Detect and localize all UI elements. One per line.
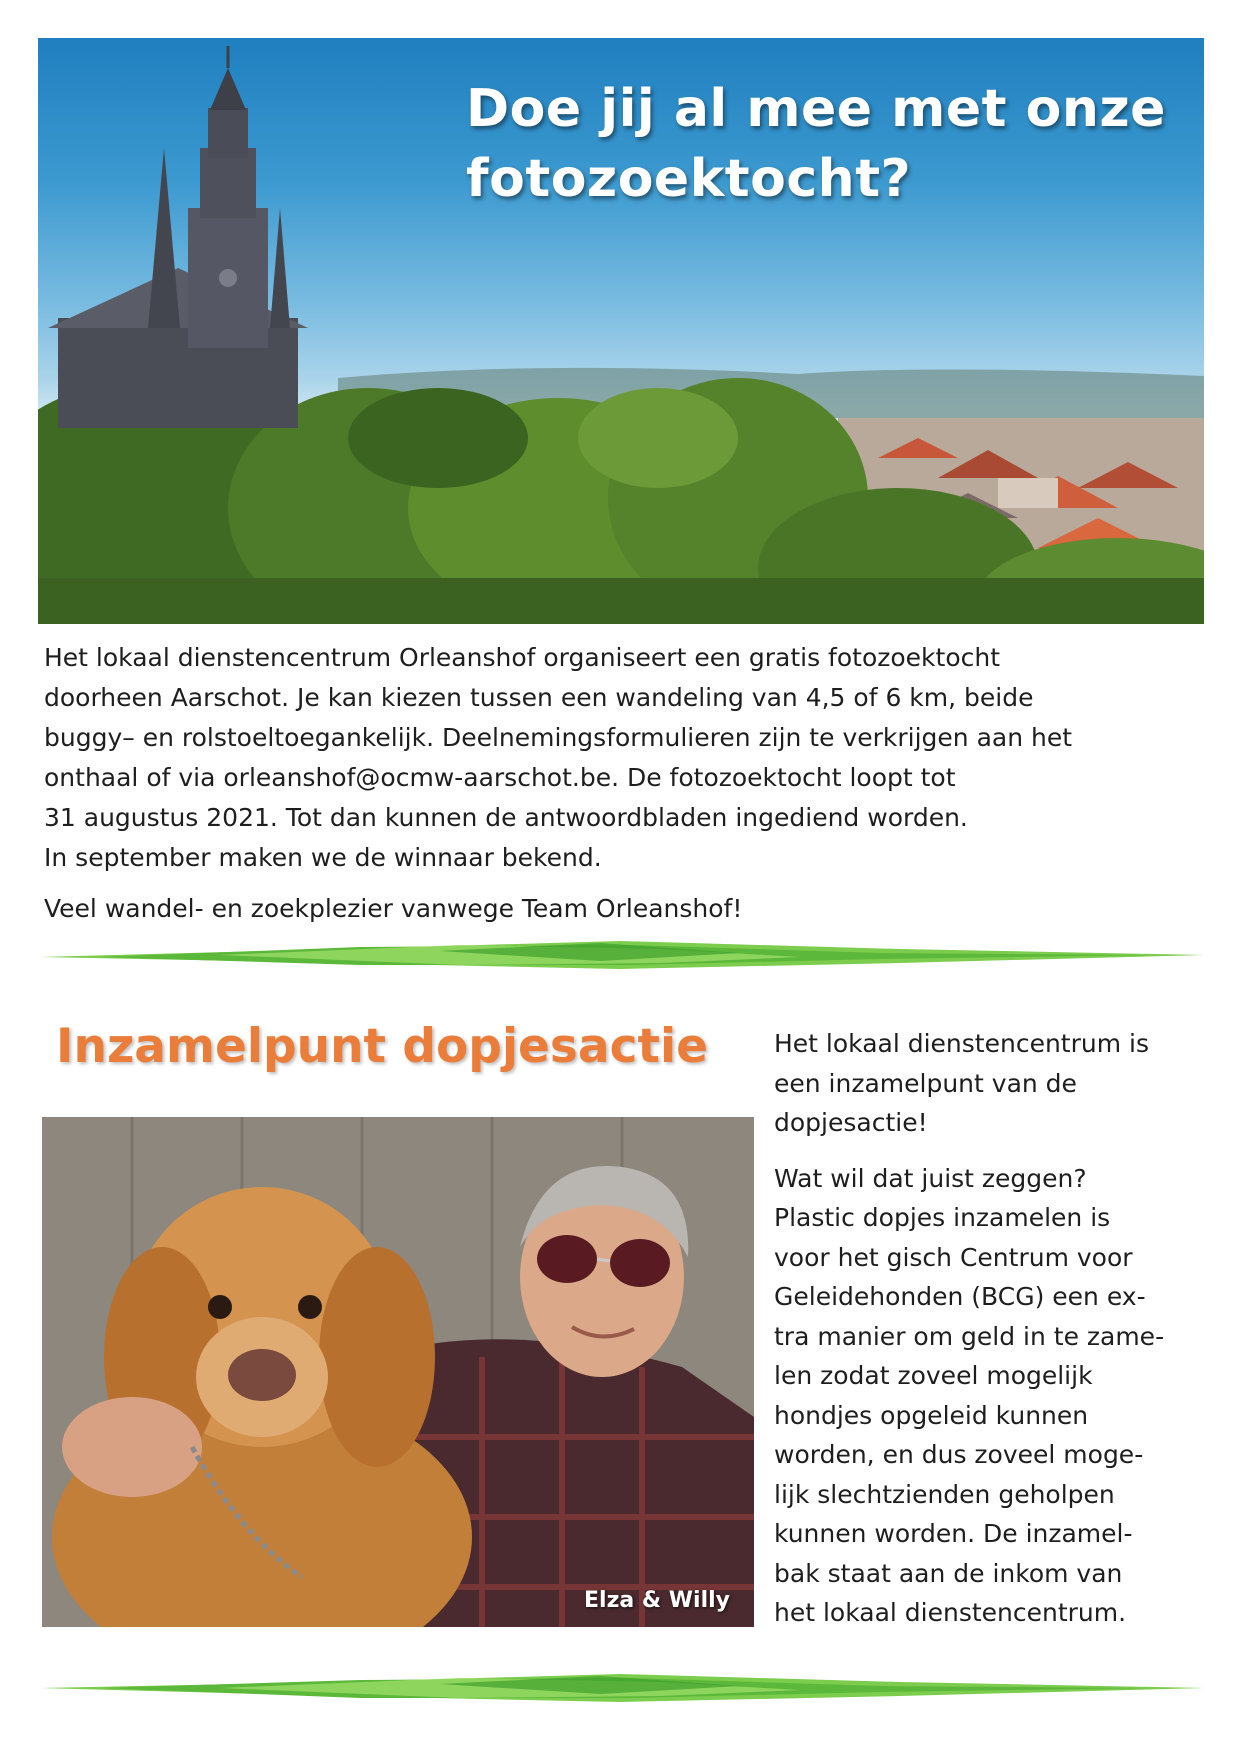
intro-line: Het lokaal dienstencentrum Orleanshof organiseert een gratis fotozoektocht [44, 643, 1001, 672]
side-line: Plastic dopjes inzamelen is [774, 1203, 1111, 1232]
side-line: kunnen worden. De inzamel- [774, 1519, 1133, 1548]
side-line: voor het gisch Centrum voor [774, 1242, 1133, 1272]
side-line: dopjesactie! [774, 1108, 928, 1137]
intro-text [44, 638, 1204, 929]
side-line: een inzamelpunt van de [774, 1068, 1077, 1098]
hero-title [466, 74, 1186, 214]
hero-title-line1: Doe jij al mee met onze [466, 79, 1166, 139]
side-line: tra manier om geld in te zame- [774, 1321, 1165, 1351]
side-line: worden, en dus zoveel moge- [774, 1440, 1144, 1469]
green-leaf-divider [40, 935, 1204, 975]
green-leaf-divider [40, 1668, 1204, 1708]
side-line: Geleidehonden (BCG) een ex- [774, 1282, 1146, 1311]
side-line: len zodat zoveel mogelijk [774, 1361, 1093, 1390]
hero-title-line2: fotozoektocht? [466, 149, 912, 209]
intro-line: onthaal of via orleanshof@ocmw-aarschot.be. De fotozoektocht loopt tot [44, 763, 956, 792]
intro-line: doorheen Aarschot. Je kan kiezen tussen een wandeling van 4,5 of 6 km, beide [44, 683, 1034, 712]
dog-and-man-illustration [42, 1117, 754, 1627]
elza-willy-photo [42, 1117, 754, 1627]
side-line: Wat wil dat juist zeggen? [774, 1163, 1087, 1193]
side-line: Het lokaal dienstencentrum is [774, 1029, 1149, 1058]
hero-photo [38, 38, 1204, 624]
intro-closing: Veel wandel- en zoekplezier vanwege Team Orleanshof! [44, 894, 743, 923]
dopjesactie-text [774, 1024, 1214, 1633]
side-line: bak staat aan de inkom van [774, 1558, 1123, 1588]
intro-line: In september maken we de winnaar bekend. [44, 843, 602, 872]
intro-line: buggy– en rolstoeltoegankelijk. Deelnemingsformulieren zijn te verkrijgen aan het [44, 723, 1073, 752]
intro-line: 31 augustus 2021. Tot dan kunnen de antwoordbladen ingediend worden. [44, 803, 968, 832]
side-line: lijk slechtzienden geholpen [774, 1479, 1115, 1509]
photo-caption: Elza & Willy [584, 1588, 730, 1613]
side-line: het lokaal dienstencentrum. [774, 1598, 1127, 1627]
side-line: hondjes opgeleid kunnen [774, 1400, 1089, 1430]
section-title: Inzamelpunt dopjesactie [56, 1019, 708, 1074]
church-tower [48, 46, 308, 428]
